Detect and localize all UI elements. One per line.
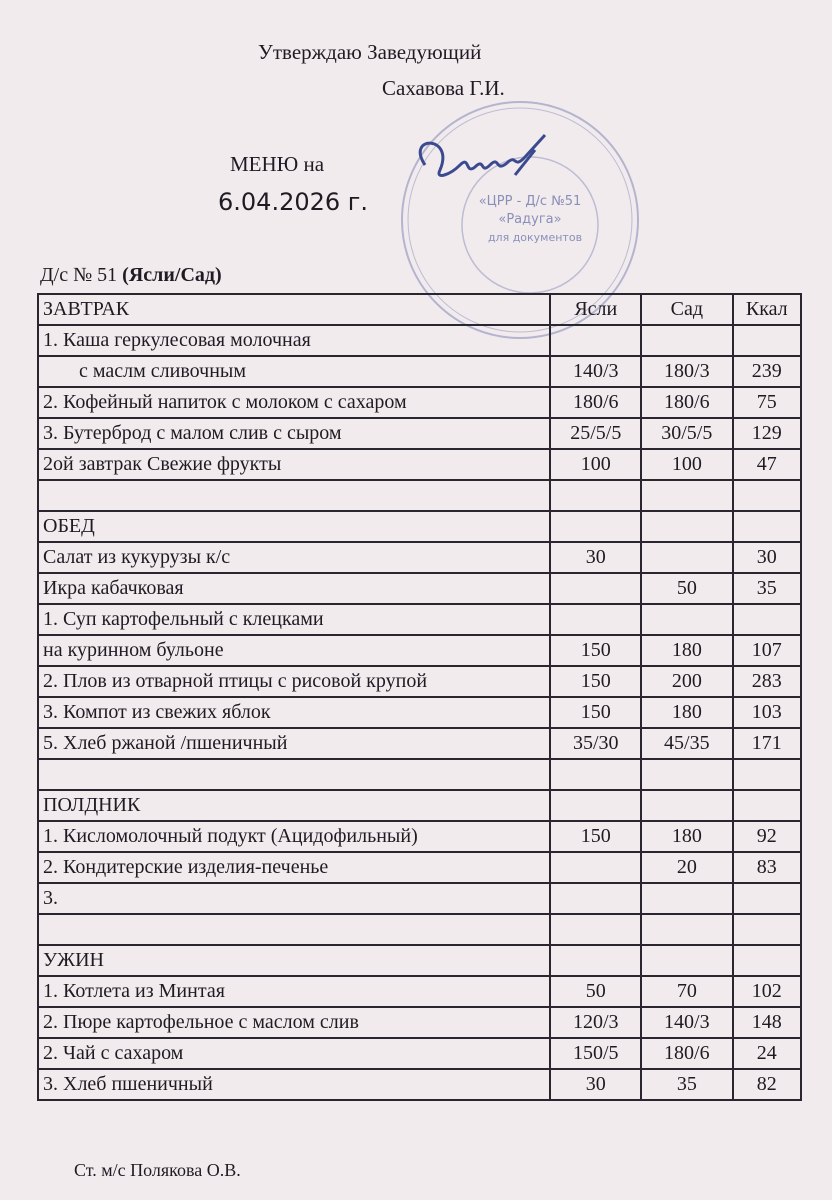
table-row <box>38 883 801 914</box>
kcal-value <box>733 914 801 945</box>
kcal-value: 82 <box>733 1069 801 1100</box>
nursery-portion: 35/30 <box>550 728 641 759</box>
dish-name: 5. Хлеб ржаной /пшеничный <box>38 728 550 759</box>
kindergarten-portion: 70 <box>641 976 732 1007</box>
svg-text:для документов: для документов <box>487 231 583 244</box>
kcal-value: 47 <box>733 449 801 480</box>
svg-text:«Радуга»: «Радуга» <box>498 212 562 227</box>
kcal-value: 171 <box>733 728 801 759</box>
table-row <box>38 666 801 697</box>
dish-name: 2. Чай с сахаром <box>38 1038 550 1069</box>
dish-name: ОБЕД <box>38 511 550 542</box>
kcal-value: 107 <box>733 635 801 666</box>
table-row <box>38 356 801 387</box>
kindergarten-portion <box>641 883 732 914</box>
table-row <box>38 759 801 790</box>
nursery-portion: 50 <box>550 976 641 1007</box>
nursery-portion <box>550 914 641 945</box>
kindergarten-portion <box>641 511 732 542</box>
school-label <box>40 264 222 287</box>
nursery-portion: 140/3 <box>550 356 641 387</box>
table-row <box>38 542 801 573</box>
table-row <box>38 976 801 1007</box>
dish-name: Салат из кукурузы к/с <box>38 542 550 573</box>
table-row <box>38 480 801 511</box>
kcal-value: 83 <box>733 852 801 883</box>
nursery-portion <box>550 852 641 883</box>
nursery-portion <box>550 604 641 635</box>
kindergarten-portion <box>641 542 732 573</box>
kindergarten-portion <box>641 604 732 635</box>
school-groups: (Ясли/Сад) <box>122 264 222 286</box>
nursery-portion <box>550 511 641 542</box>
dish-name: УЖИН <box>38 945 550 976</box>
nursery-portion: 150/5 <box>550 1038 641 1069</box>
nursery-portion <box>550 325 641 356</box>
kindergarten-portion: Сад <box>641 294 732 325</box>
dish-name: 2. Кофейный напиток с молоком с сахаром <box>38 387 550 418</box>
kindergarten-portion <box>641 325 732 356</box>
table-row <box>38 1007 801 1038</box>
dish-name: 3. Компот из свежих яблок <box>38 697 550 728</box>
nursery-portion: 150 <box>550 697 641 728</box>
table-row <box>38 635 801 666</box>
approver-name: Сахавова Г.И. <box>382 76 505 100</box>
school-number: Д/с № 51 <box>40 264 118 286</box>
kcal-value: 283 <box>733 666 801 697</box>
table-row <box>38 821 801 852</box>
dish-name: с маслм сливочным <box>38 356 550 387</box>
nursery-portion <box>550 883 641 914</box>
menu-table <box>37 293 802 1101</box>
table-row <box>38 1038 801 1069</box>
kindergarten-portion: 100 <box>641 449 732 480</box>
kcal-value <box>733 511 801 542</box>
nurse-signature-line: Ст. м/с Полякова О.В. <box>74 1160 241 1180</box>
kcal-value: 75 <box>733 387 801 418</box>
dish-name <box>38 759 550 790</box>
dish-name: ПОЛДНИК <box>38 790 550 821</box>
kcal-value <box>733 759 801 790</box>
kcal-value: Ккал <box>733 294 801 325</box>
kindergarten-portion: 180/6 <box>641 387 732 418</box>
kindergarten-portion <box>641 790 732 821</box>
table-row <box>38 945 801 976</box>
dish-name: 2ой завтрак Свежие фрукты <box>38 449 550 480</box>
nursery-portion <box>550 573 641 604</box>
nursery-portion <box>550 790 641 821</box>
kcal-value: 148 <box>733 1007 801 1038</box>
kcal-value <box>733 325 801 356</box>
kindergarten-portion <box>641 945 732 976</box>
kcal-value: 102 <box>733 976 801 1007</box>
nursery-portion: 30 <box>550 542 641 573</box>
table-row <box>38 418 801 449</box>
nursery-portion: Ясли <box>550 294 641 325</box>
nursery-portion: 30 <box>550 1069 641 1100</box>
kcal-value: 24 <box>733 1038 801 1069</box>
nursery-portion <box>550 480 641 511</box>
kcal-value: 103 <box>733 697 801 728</box>
dish-name: 1. Каша геркулесовая молочная <box>38 325 550 356</box>
kcal-value <box>733 790 801 821</box>
table-row <box>38 728 801 759</box>
nursery-portion: 100 <box>550 449 641 480</box>
menu-label: МЕНЮ на <box>230 152 325 176</box>
table-row <box>38 294 801 325</box>
table-row <box>38 387 801 418</box>
dish-name: 2. Кондитерские изделия-печенье <box>38 852 550 883</box>
kindergarten-portion: 30/5/5 <box>641 418 732 449</box>
nursery-portion: 150 <box>550 635 641 666</box>
table-row <box>38 325 801 356</box>
kindergarten-portion: 20 <box>641 852 732 883</box>
kcal-value <box>733 604 801 635</box>
dish-name: 1. Котлета из Минтая <box>38 976 550 1007</box>
kcal-value <box>733 945 801 976</box>
nursery-portion: 180/6 <box>550 387 641 418</box>
kindergarten-portion: 45/35 <box>641 728 732 759</box>
kcal-value: 30 <box>733 542 801 573</box>
kindergarten-portion: 180 <box>641 821 732 852</box>
kindergarten-portion <box>641 914 732 945</box>
dish-name: на куринном бульоне <box>38 635 550 666</box>
table-row <box>38 790 801 821</box>
table-row <box>38 1069 801 1100</box>
nursery-portion <box>550 945 641 976</box>
kindergarten-portion: 35 <box>641 1069 732 1100</box>
kcal-value <box>733 480 801 511</box>
table-row <box>38 449 801 480</box>
dish-name: Икра кабачковая <box>38 573 550 604</box>
kindergarten-portion: 200 <box>641 666 732 697</box>
nursery-portion: 25/5/5 <box>550 418 641 449</box>
nursery-portion <box>550 759 641 790</box>
kindergarten-portion: 180 <box>641 635 732 666</box>
kindergarten-portion: 140/3 <box>641 1007 732 1038</box>
table-row <box>38 573 801 604</box>
kindergarten-portion: 50 <box>641 573 732 604</box>
dish-name: 1. Кисломолочный подукт (Ацидофильный) <box>38 821 550 852</box>
kindergarten-portion <box>641 480 732 511</box>
dish-name <box>38 914 550 945</box>
table-row <box>38 914 801 945</box>
svg-text:«ЦРР - Д/с №51: «ЦРР - Д/с №51 <box>478 194 582 209</box>
kcal-value: 239 <box>733 356 801 387</box>
kindergarten-portion <box>641 759 732 790</box>
dish-name: 1. Суп картофельный с клецками <box>38 604 550 635</box>
dish-name: 3. Бутерброд с малом слив с сыром <box>38 418 550 449</box>
nursery-portion: 150 <box>550 821 641 852</box>
dish-name: 2. Плов из отварной птицы с рисовой крупой <box>38 666 550 697</box>
kindergarten-portion: 180/6 <box>641 1038 732 1069</box>
kcal-value <box>733 883 801 914</box>
approval-line: Утверждаю Заведующий <box>258 40 482 64</box>
menu-date: 6.04.2026 г. <box>218 188 369 216</box>
dish-name <box>38 480 550 511</box>
dish-name: 3. Хлеб пшеничный <box>38 1069 550 1100</box>
dish-name: 2. Пюре картофельное с маслом слив <box>38 1007 550 1038</box>
nursery-portion: 120/3 <box>550 1007 641 1038</box>
nursery-portion: 150 <box>550 666 641 697</box>
kindergarten-portion: 180/3 <box>641 356 732 387</box>
table-row <box>38 511 801 542</box>
table-row <box>38 604 801 635</box>
kcal-value: 129 <box>733 418 801 449</box>
kcal-value: 35 <box>733 573 801 604</box>
table-row <box>38 852 801 883</box>
kcal-value: 92 <box>733 821 801 852</box>
dish-name: 3. <box>38 883 550 914</box>
dish-name: ЗАВТРАК <box>38 294 550 325</box>
kindergarten-portion: 180 <box>641 697 732 728</box>
table-row <box>38 697 801 728</box>
